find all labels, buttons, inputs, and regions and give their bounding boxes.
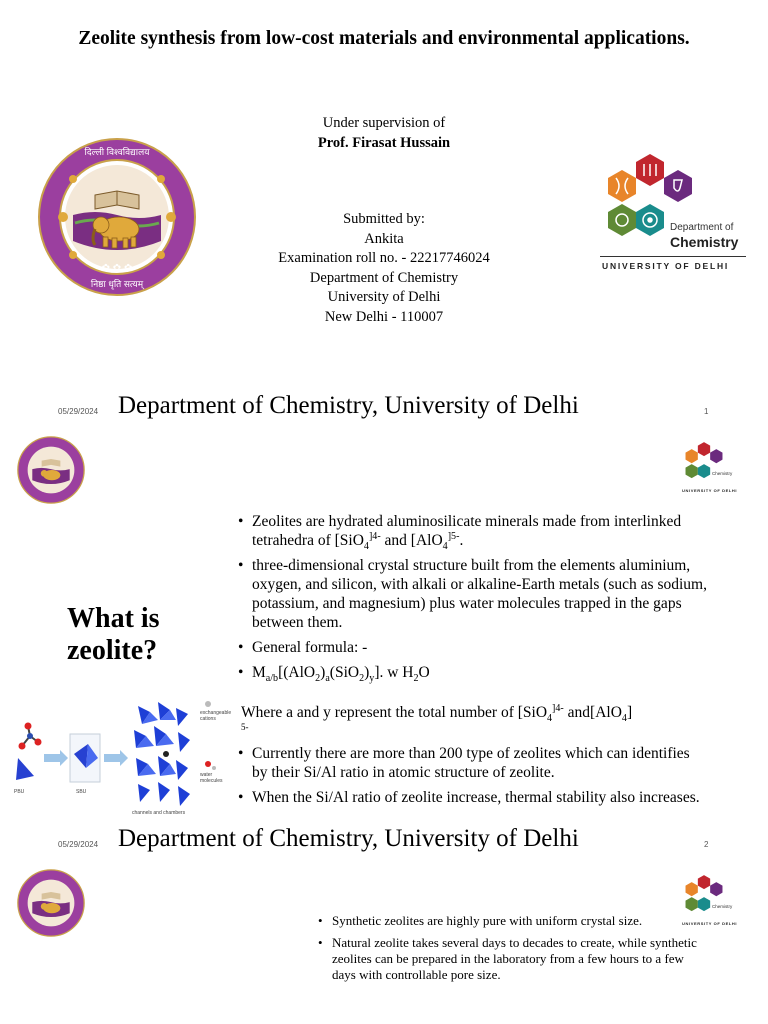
footer-title-2: Department of Chemistry, University of Delhi [118, 825, 579, 852]
svg-text:✿ ✿ ✿: ✿ ✿ ✿ [101, 263, 133, 274]
submitted-label: Submitted by: [343, 211, 425, 227]
zeolite-structure-diagram [8, 698, 230, 822]
zeolite-bullet-list [238, 512, 708, 688]
label-sbu: SBU [76, 789, 87, 795]
department-logo-small [682, 441, 748, 497]
list-item: • When the Si/Al ratio of zeolite increase, thermal stability also increases. [238, 788, 708, 807]
heading-line2: zeolite? [67, 635, 158, 666]
university-name: University of Delhi [327, 289, 441, 305]
list-item: • Natural zeolite takes several days to decades to create, while synthetic zeolites can be prepared in the laboratory from a few hours to a few days with controllable pore size. [318, 935, 708, 983]
formula-wrap: 5- [241, 722, 249, 732]
logo-small-university: UNIVERSITY OF DELHI [682, 488, 738, 493]
zeolite-bullet-list-2 [238, 744, 708, 813]
seal-top-text: दिल्ली विश्वविद्यालय [84, 147, 150, 157]
university-seal-small [17, 436, 85, 504]
slide-heading [67, 603, 160, 667]
seal-motto: निष्ठा धृति सत्यम् [90, 279, 144, 289]
heading-line1: What is [67, 603, 160, 634]
logo-small-university-2: UNIVERSITY OF DELHI [682, 921, 738, 926]
logo-small-dept-2: Chemistry [712, 904, 733, 909]
list-item: • Zeolites are hydrated aluminosilicate minerals made from interlinked tetrahedra of [SiO$_4^{]4-}$ and [AlO$_4^{]5-}$. [238, 512, 708, 550]
logo-divider [600, 256, 746, 257]
city-pin: New Delhi - 110007 [324, 308, 444, 325]
logo-dept-line2: Chemistry [670, 234, 739, 250]
supervision-label: Under supervision of [322, 115, 446, 131]
roll-number: Examination roll no. - 22217746024 [278, 250, 490, 266]
label-pbu: PBU [14, 789, 25, 795]
list-item: • Synthetic zeolites are highly pure with uniform crystal size. [318, 913, 708, 929]
formula-explanation: Where a and y represent the total number of [SiO$_4^{]4-}$ and[AlO$_4$] 5- [241, 703, 711, 732]
list-item: • Currently there are more than 200 type of zeolites which can identifies by their Si/Al ratio in atomic structure of zeolite. [238, 744, 708, 782]
footer-date-2: 05/29/2024 [58, 840, 99, 849]
student-name: Ankita [364, 230, 404, 247]
formula-item: • $M_{a/b}[(AlO_2)_a(SiO_2)_y]$. w $H_2O$ [238, 663, 708, 682]
pbu-molecule [16, 723, 42, 781]
footer-date: 05/29/2024 [58, 407, 99, 416]
logo-dept-line1: Department of [670, 222, 734, 233]
list-item: • General formula: - [238, 638, 708, 657]
department-logo-large [600, 152, 750, 276]
supervisor-name: Prof. Firasat Hussain [317, 134, 451, 151]
label-channels: channels and chambers [132, 810, 186, 816]
submitted-block [230, 210, 538, 327]
department-name: Department of Chemistry [309, 269, 459, 286]
supervision-block [230, 114, 538, 153]
university-seal-large [37, 137, 197, 297]
synthetic-zeolite-list [318, 913, 708, 989]
logo-university: UNIVERSITY OF DELHI [602, 261, 730, 271]
logo-small-dept: Chemistry [712, 471, 733, 476]
label-water: water molecules [200, 772, 223, 784]
slide-title: Zeolite synthesis from low-cost materials and environmental applications. [78, 28, 690, 49]
slide-number: 1 [704, 407, 709, 416]
university-seal-small-2 [17, 869, 85, 937]
list-item: • three-dimensional crystal structure built from the elements aluminium, oxygen, and silicon, with alkali or alkaline-Earth metals (such as sodium, potassium, and magnesium) plus water molecules trapped in the gaps between them. [238, 556, 708, 632]
slide-number-2: 2 [704, 840, 709, 849]
footer-title: Department of Chemistry, University of Delhi [118, 392, 579, 419]
label-cations: exchangeable cations [200, 710, 232, 722]
